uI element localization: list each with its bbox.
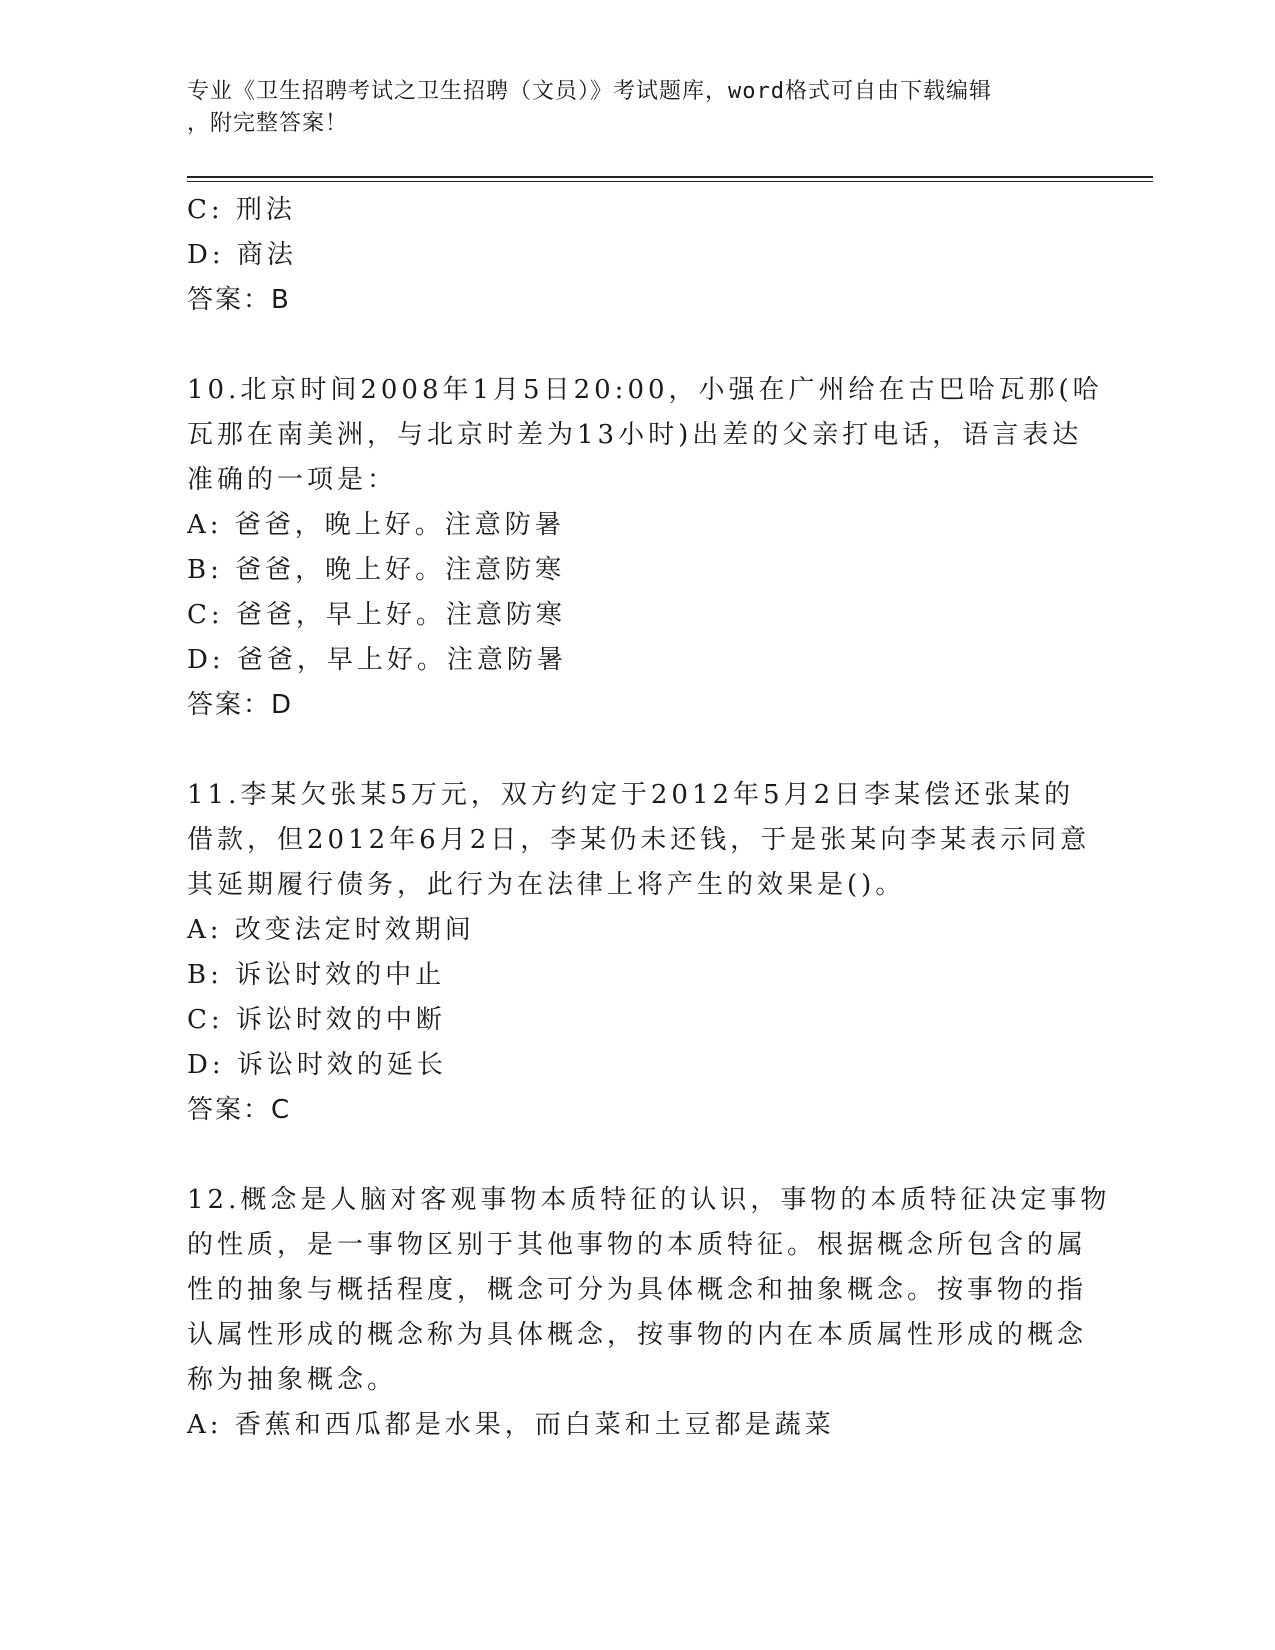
- spacer: [187, 728, 1087, 773]
- question-text-line: 认属性形成的概念称为具体概念，按事物的内在本质属性形成的概念: [187, 1320, 1088, 1350]
- question-text-line: 其延期履行债务，此行为在法律上将产生的效果是()。: [187, 870, 906, 900]
- option-b: B: 诉讼时效的中止: [187, 960, 446, 990]
- header-line-1: 专业《卫生招聘考试之卫生招聘（文员）》考试题库，word格式可自由下载编辑: [187, 79, 992, 104]
- option-d: D: 诉讼时效的延长: [187, 1050, 447, 1080]
- option-a: A: 爸爸，晚上好。注意防暑: [187, 510, 565, 540]
- question-text-line: 12.概念是人脑对客观事物本质特征的认识，事物的本质特征决定事物: [187, 1185, 1111, 1215]
- spacer: [187, 1133, 1087, 1178]
- question-9-tail: [187, 188, 1087, 323]
- option-c: C: 诉讼时效的中断: [187, 1005, 446, 1035]
- header-divider-thin: [187, 181, 1153, 182]
- option-a: A: 香蕉和西瓜都是水果，而白菜和土豆都是蔬菜: [187, 1410, 835, 1440]
- header-divider-thick: [187, 176, 1153, 178]
- answer-line: 答案：C: [187, 1095, 292, 1125]
- question-12: [187, 1178, 1111, 1448]
- question-text-line: 称为抽象概念。: [187, 1365, 398, 1395]
- option-c: C: 爸爸，早上好。注意防寒: [187, 600, 566, 630]
- question-text-line: 的性质，是一事物区别于其他事物的本质特征。根据概念所包含的属: [187, 1230, 1088, 1260]
- option-c: C: 刑法: [187, 195, 296, 225]
- option-a: A: 改变法定时效期间: [187, 915, 475, 945]
- spacer: [187, 323, 1087, 368]
- option-d: D: 商法: [187, 240, 297, 270]
- option-d: D: 爸爸，早上好。注意防暑: [187, 645, 567, 675]
- question-list: [187, 188, 1111, 1448]
- question-10: [187, 368, 1103, 728]
- header-line-2: ，附完整答案！: [187, 111, 349, 136]
- question-text-line: 借款，但2012年6月2日，李某仍未还钱，于是张某向李某表示同意: [187, 825, 1091, 855]
- question-text-line: 性的抽象与概括程度，概念可分为具体概念和抽象概念。按事物的指: [187, 1275, 1088, 1305]
- question-text-line: 瓦那在南美洲，与北京时差为13小时)出差的父亲打电话，语言表达: [187, 420, 1083, 450]
- answer-line: 答案：D: [187, 690, 294, 720]
- question-text-line: 11.李某欠张某5万元，双方约定于2012年5月2日李某偿还张某的: [187, 780, 1075, 810]
- question-11: [187, 773, 1091, 1133]
- answer-line: 答案：B: [187, 285, 291, 315]
- option-b: B: 爸爸，晚上好。注意防寒: [187, 555, 566, 585]
- question-text-line: 10.北京时间2008年1月5日20:00，小强在广州给在古巴哈瓦那(哈: [187, 375, 1103, 405]
- page-header: [187, 76, 1087, 140]
- question-text-line: 准确的一项是：: [187, 465, 398, 495]
